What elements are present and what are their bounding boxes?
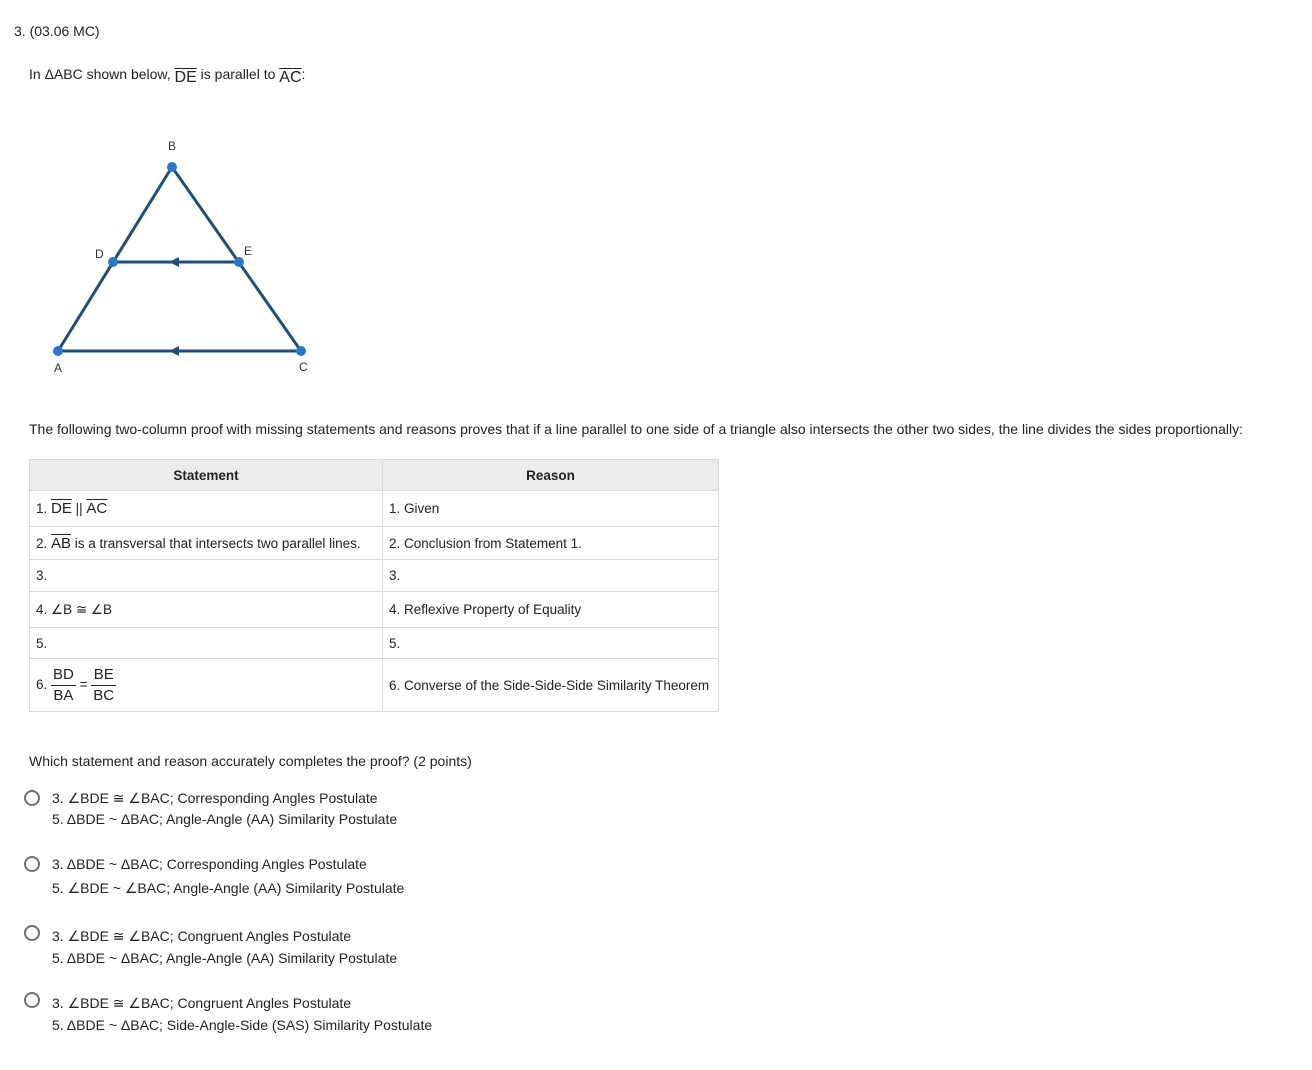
option-line-2: 5. ΔBDE ~ ΔBAC; Angle-Angle (AA) Similarity Postulate bbox=[52, 811, 398, 827]
parallel-symbol: || bbox=[71, 501, 87, 516]
segment-ab: $\overline{AB}$ bbox=[51, 534, 72, 552]
segment-ac: $\overline{AC}$ bbox=[279, 69, 302, 86]
proof-header-row bbox=[30, 460, 719, 491]
statement-cell bbox=[30, 659, 383, 712]
reason-cell: 2. Conclusion from Statement 1. bbox=[383, 527, 719, 560]
intro-suffix: : bbox=[301, 66, 306, 82]
reason-cell: 1. Given bbox=[383, 491, 719, 527]
proof-table bbox=[29, 459, 719, 712]
statement-text: is a transversal that intersects two parallel lines. bbox=[71, 535, 361, 551]
header-reason: Reason bbox=[383, 460, 719, 491]
fraction-denominator: BC bbox=[93, 686, 115, 704]
option-line-2: 5. ∠BDE ~ ∠BAC; Angle-Angle (AA) Similarity Postulate bbox=[52, 880, 405, 896]
fraction-denominator: BA bbox=[53, 686, 74, 704]
parallel-arrow-ac bbox=[169, 346, 179, 356]
table-row bbox=[30, 560, 719, 592]
triangle-figure bbox=[40, 130, 330, 380]
reason-cell: 5. bbox=[383, 628, 719, 659]
option-line-1: 3. ΔBDE ~ ΔBAC; Corresponding Angles Postulate bbox=[52, 856, 367, 872]
point-e bbox=[234, 257, 244, 267]
step-number: 2. bbox=[36, 535, 52, 551]
point-b bbox=[167, 162, 177, 172]
table-row bbox=[30, 628, 719, 659]
fraction-numerator: BD bbox=[51, 665, 76, 686]
table-row bbox=[30, 592, 719, 628]
segment-ac: $\overline{AC}$ bbox=[86, 500, 108, 517]
radio-button[interactable] bbox=[24, 925, 40, 941]
radio-button[interactable] bbox=[24, 790, 40, 806]
radio-button[interactable] bbox=[24, 856, 40, 872]
fraction-be-bc bbox=[91, 665, 116, 706]
label-c: C bbox=[299, 360, 308, 374]
header-statement: Statement bbox=[30, 460, 383, 491]
proof-description: The following two-column proof with missing statements and reasons proves that if a line parallel to one side of a triangle also intersects the other two sides, the line divides the sides proportionally: bbox=[29, 421, 1243, 437]
point-d bbox=[108, 257, 118, 267]
table-row bbox=[30, 491, 719, 527]
label-a: A bbox=[54, 361, 63, 375]
equals-sign: = bbox=[79, 676, 88, 692]
reason-cell: 4. Reflexive Property of Equality bbox=[383, 592, 719, 628]
reason-cell: 6. Converse of the Side-Side-Side Similarity Theorem bbox=[383, 659, 719, 712]
question-intro bbox=[29, 66, 305, 84]
table-row bbox=[30, 659, 719, 712]
triangle-points bbox=[53, 162, 306, 356]
option-line-1: 3. ∠BDE ≅ ∠BAC; Congruent Angles Postulate bbox=[52, 928, 352, 944]
step-number: 6. bbox=[36, 676, 52, 692]
parallel-arrow-de bbox=[169, 257, 179, 267]
fraction-bd-ba bbox=[51, 665, 76, 706]
statement-cell: 5. bbox=[30, 628, 383, 659]
step-number: 1. bbox=[36, 501, 52, 516]
option-line-1: 3. ∠BDE ≅ ∠BAC; Congruent Angles Postulate bbox=[52, 995, 352, 1011]
table-row bbox=[30, 527, 719, 560]
statement-cell bbox=[30, 527, 383, 560]
label-e: E bbox=[244, 244, 253, 258]
segment-de: $\overline{DE}$ bbox=[51, 500, 72, 517]
option-line-1: 3. ∠BDE ≅ ∠BAC; Corresponding Angles Postulate bbox=[52, 790, 378, 806]
statement-cell: 3. bbox=[30, 560, 383, 592]
label-b: B bbox=[168, 139, 177, 153]
point-c bbox=[296, 346, 306, 356]
option-line-2: 5. ΔBDE ~ ΔBAC; Angle-Angle (AA) Similarity Postulate bbox=[52, 950, 398, 966]
radio-button[interactable] bbox=[24, 992, 40, 1008]
statement-cell bbox=[30, 491, 383, 527]
question-prompt: Which statement and reason accurately completes the proof? (2 points) bbox=[29, 753, 472, 769]
question-number: 3. (03.06 MC) bbox=[14, 23, 100, 39]
intro-prefix: In ΔABC shown below, bbox=[29, 66, 175, 82]
option-line-2: 5. ΔBDE ~ ΔBAC; Side-Angle-Side (SAS) Similarity Postulate bbox=[52, 1017, 433, 1033]
reason-cell: 3. bbox=[383, 560, 719, 592]
label-d: D bbox=[95, 247, 104, 261]
fraction-numerator: BE bbox=[91, 665, 116, 686]
segment-de: $\overline{DE}$ bbox=[174, 69, 197, 86]
statement-cell: 4. ∠B ≅ ∠B bbox=[30, 592, 383, 628]
point-a bbox=[53, 346, 63, 356]
intro-middle: is parallel to bbox=[196, 66, 280, 82]
